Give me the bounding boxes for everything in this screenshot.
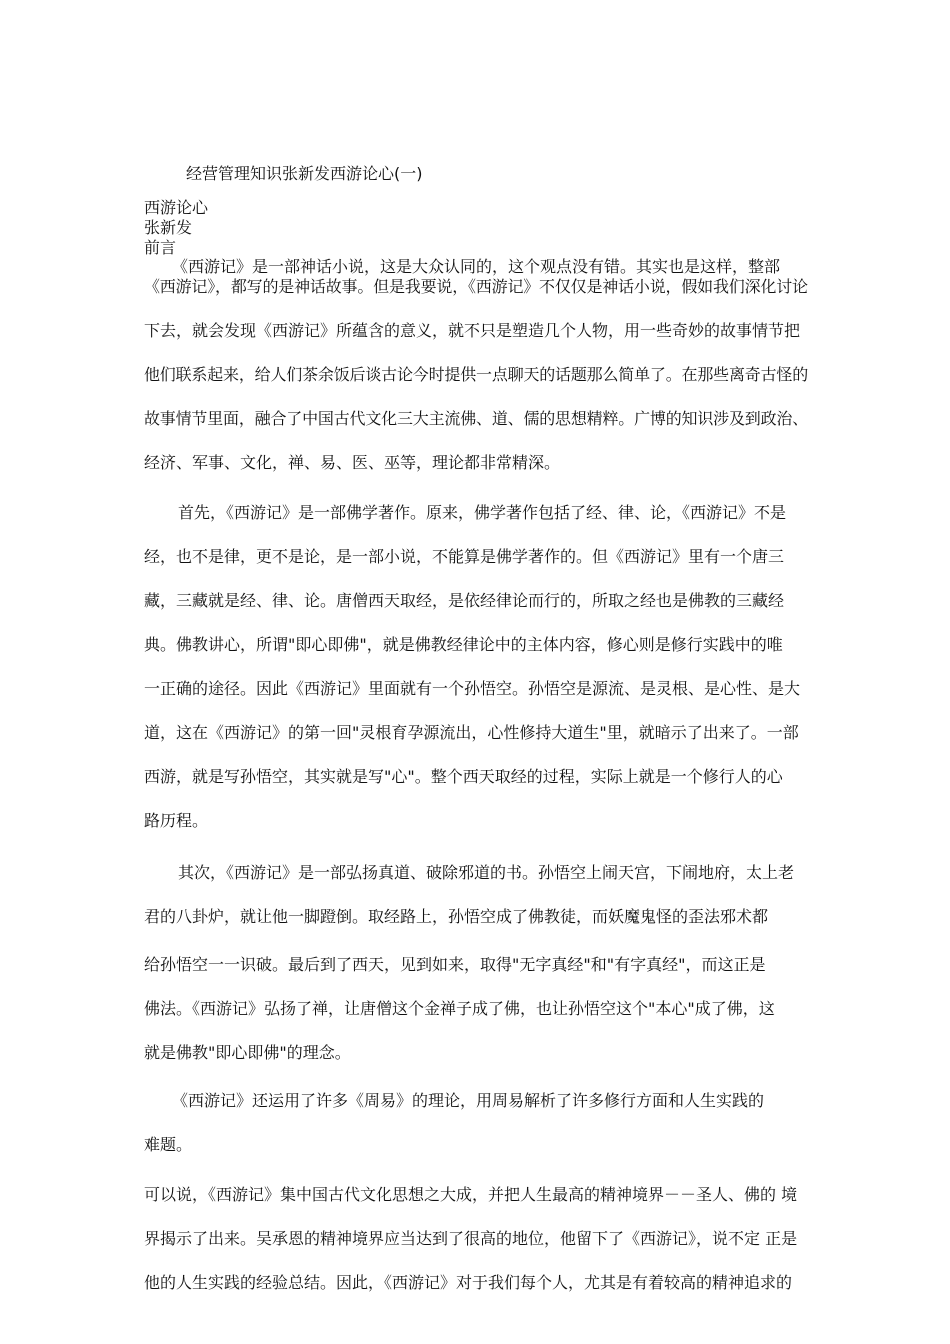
text-line: 佛法。《西游记》弘扬了禅，让唐僧这个金禅子成了佛，也让孙悟空这个"本心"成了佛，这 (144, 999, 775, 1018)
text-line: 就是佛教"即心即佛"的理念。 (144, 1043, 351, 1062)
text-line: 难题。 (144, 1135, 193, 1154)
text-line: 其次，《西游记》是一部弘扬真道、破除邪道的书。孙悟空上闹天宫，下闹地府，太上老 (178, 863, 795, 882)
text-line: 界揭示了出来。吴承恩的精神境界应当达到了很高的地位，他留下了《西游记》，说不定 正是 (144, 1229, 798, 1248)
text-line: 他们联系起来，给人们茶余饭后谈古论今时提供一点聊天的话题那么简单了。在那些离奇古怪的 (144, 365, 809, 384)
article-heading: 西游论心 (144, 198, 209, 217)
text-line: 道，这在《西游记》的第一回"灵根育孕源流出，心性修持大道生"里，就暗示了出来了。一部 (144, 723, 799, 742)
text-line: 《西游记》是一部神话小说，这是大众认同的，这个观点没有错。其实也是这样，整部 (172, 257, 781, 276)
preface-label: 前言 (144, 238, 177, 257)
document-title: 经营管理知识张新发西游论心(一) (186, 164, 423, 183)
text-line: 藏，三藏就是经、律、论。唐僧西天取经，是依经律论而行的，所取之经也是佛教的三藏经 (144, 591, 785, 610)
text-line: 《西游记》，都写的是神话故事。但是我要说，《西游记》不仅仅是神话小说，假如我们深化讨论 (144, 277, 808, 296)
text-line: 经济、军事、文化，禅、易、医、巫等，理论都非常精深。 (144, 453, 561, 472)
author-name: 张新发 (144, 218, 193, 237)
text-line: 君的八卦炉，就让他一脚蹬倒。取经路上，孙悟空成了佛教徒，而妖魔鬼怪的歪法邪术都 (144, 907, 769, 926)
text-line: 可以说，《西游记》集中国古代文化思想之大成，并把人生最高的精神境界－－圣人、佛的 境 (144, 1185, 798, 1204)
text-line: 路历程。 (144, 811, 209, 830)
text-line: 首先，《西游记》是一部佛学著作。原来，佛学著作包括了经、律、论，《西游记》不是 (178, 503, 787, 522)
text-line: 经，也不是律，更不是论，是一部小说，不能算是佛学著作的。但《西游记》里有一个唐三 (144, 547, 785, 566)
text-line: 故事情节里面，融合了中国古代文化三大主流佛、道、儒的思想精粹。广博的知识涉及到政治、 (144, 409, 809, 428)
text-line: 下去，就会发现《西游记》所蕴含的意义，就不只是塑造几个人物，用一些奇妙的故事情节把 (144, 321, 801, 340)
text-line: 西游，就是写孙悟空，其实就是写"心"。整个西天取经的过程，实际上就是一个修行人的心 (144, 767, 783, 786)
text-line: 给孙悟空一一识破。最后到了西天，见到如来，取得"无字真经"和"有字真经"，而这正是 (144, 955, 766, 974)
text-line: 典。佛教讲心，所谓"即心即佛"，就是佛教经律论中的主体内容，修心则是修行实践中的唯 (144, 635, 783, 654)
text-line: 一正确的途径。因此《西游记》里面就有一个孙悟空。孙悟空是源流、是灵根、是心性、是大 (144, 679, 801, 698)
text-line: 他的人生实践的经验总结。因此，《西游记》对于我们每个人，尤其是有着较高的精神追求的 (144, 1273, 793, 1292)
text-line: 《西游记》还运用了许多《周易》的理论，用周易解析了许多修行方面和人生实践的 (172, 1091, 765, 1110)
